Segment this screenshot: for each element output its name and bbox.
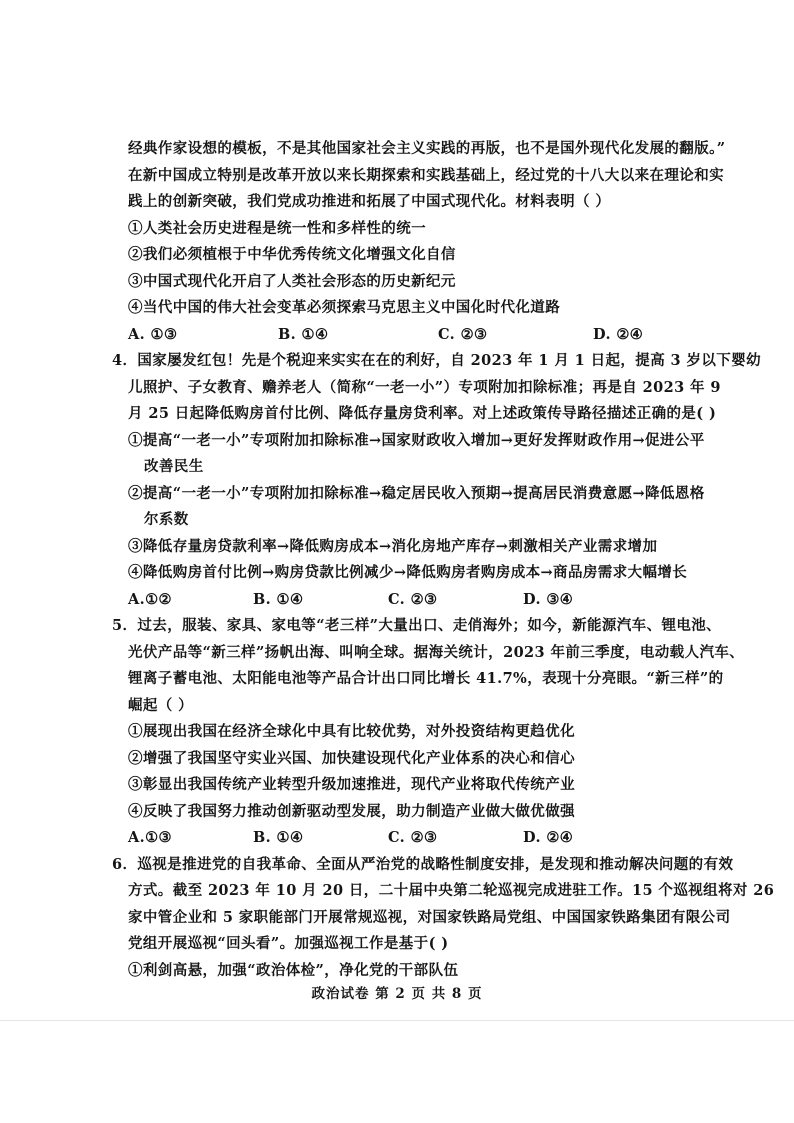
question-6 — [112, 852, 775, 985]
stem-line: 践上的创新突破，我们党成功推进和拓展了中国式现代化。材料表明（ ） — [128, 193, 611, 210]
option-3: ③降低存量房贷款利率→降低购房成本→消化房地产库存→刺激相关产业需求增加 — [128, 537, 658, 555]
choice-c: C. ②③ — [438, 325, 488, 343]
choice-a: A.①② — [128, 590, 172, 608]
option-4: ④当代中国的伟大社会变革必须探索马克思主义中国化时代化道路 — [128, 299, 561, 316]
stem-line: 方式。截至 2023 年 10 月 20 日，二十届中央第二轮巡视完成进驻工作。15 个巡视组将对 26 — [128, 882, 775, 899]
page-content — [112, 136, 775, 984]
option-1: ①提高“一老一小”专项附加扣除标准→国家财政收入增加→更好发挥财政作用→促进公平 — [128, 431, 705, 449]
option-2: ②提高“一老一小”专项附加扣除标准→稳定居民收入预期→提高居民消费意愿→降低恩格 — [128, 484, 705, 502]
option-2: ②增强了我国坚守实业兴国、加快建设现代化产业体系的决心和信心 — [128, 749, 575, 767]
choice-c: C. ②③ — [388, 829, 438, 846]
question-stem: 4．国家屡发红包！先是个税迎来实实在在的利好，自 2023 年 1 月 1 日起，提高 3 岁以下婴幼 — [112, 352, 761, 369]
choice-b: B. ①④ — [278, 325, 329, 343]
choice-b: B. ①④ — [253, 829, 304, 846]
option-2-continued: 尔系数 — [144, 511, 189, 528]
option-1-continued: 改善民生 — [144, 458, 204, 475]
option-1: ①人类社会历史进程是统一性和多样性的统一 — [128, 219, 426, 237]
option-1: ①利剑高悬，加强“政治体检”，净化党的干部队伍 — [128, 961, 459, 979]
choice-d: D. ②④ — [593, 325, 644, 343]
stem-line: 光伏产品等“新三样”扬帆出海、叫响全球。据海关统计，2023 年前三季度，电动载人汽车、 — [128, 643, 745, 661]
stem-line: 经典作家设想的模板，不是其他国家社会主义实践的再版，也不是国外现代化发展的翻版。” — [128, 140, 726, 157]
page-footer: 政治试卷 第 2 页 共 8 页 — [311, 986, 483, 1002]
question-stem: 5．过去，服装、家具、家电等“老三样”大量出口、走俏海外；如今，新能源汽车、锂电池、 — [112, 617, 722, 634]
stem-line: 在新中国成立特别是改革开放以来长期探索和实践基础上，经过党的十八大以来在理论和实 — [128, 166, 724, 184]
answer-choices — [128, 825, 698, 852]
answer-choices — [128, 322, 698, 349]
question-4 — [112, 348, 761, 613]
choice-d: D. ②④ — [523, 829, 574, 846]
answer-choices — [128, 587, 698, 614]
option-4: ④降低购房首付比例→购房贷款比例减少→降低购房者购房成本→商品房需求大幅增长 — [128, 564, 688, 581]
question-stem: 6．巡视是推进党的自我革命、全面从严治党的战略性制度安排，是发现和推动解决问题的有效 — [112, 855, 734, 873]
option-3: ③彰显出我国传统产业转型升级加速推进，现代产业将取代传统产业 — [128, 776, 575, 793]
choice-b: B. ①④ — [253, 590, 304, 608]
question-3-continued — [128, 136, 726, 348]
stem-line: 家中管企业和 5 家职能部门开展常规巡视，对国家铁路局党组、中国国家铁路集团有限公司 — [128, 908, 731, 926]
stem-line: 崛起（ ） — [128, 696, 194, 714]
option-3: ③中国式现代化开启了人类社会形态的历史新纪元 — [128, 272, 456, 290]
option-2: ②我们必须植根于中华优秀传统文化增强文化自信 — [128, 246, 456, 263]
scan-edge-divider — [0, 1020, 794, 1021]
stem-line: 儿照护、子女教育、赡养老人（简称“一老一小”）专项附加扣除标准；再是自 2023 年 9 — [128, 378, 721, 396]
choice-a: A.①③ — [128, 829, 172, 846]
option-1: ①展现出我国在经济全球化中具有比较优势，对外投资结构更趋优化 — [128, 723, 575, 740]
question-5 — [112, 613, 745, 852]
stem-line: 锂离子蓄电池、太阳能电池等产品合计出口同比增长 41.7%，表现十分亮眼。“新三样”的 — [128, 670, 724, 687]
choice-a: A. ①③ — [128, 325, 178, 343]
choice-d: D. ③④ — [523, 590, 574, 608]
stem-line: 月 25 日起降低购房首付比例、降低存量房贷利率。对上述政策传导路径描述正确的是( ) — [128, 405, 717, 422]
stem-line: 党组开展巡视“回头看”。加强巡视工作是基于( ) — [128, 935, 449, 952]
option-4: ④反映了我国努力推动创新驱动型发展，助力制造产业做大做优做强 — [128, 802, 575, 820]
choice-c: C. ②③ — [388, 590, 438, 608]
